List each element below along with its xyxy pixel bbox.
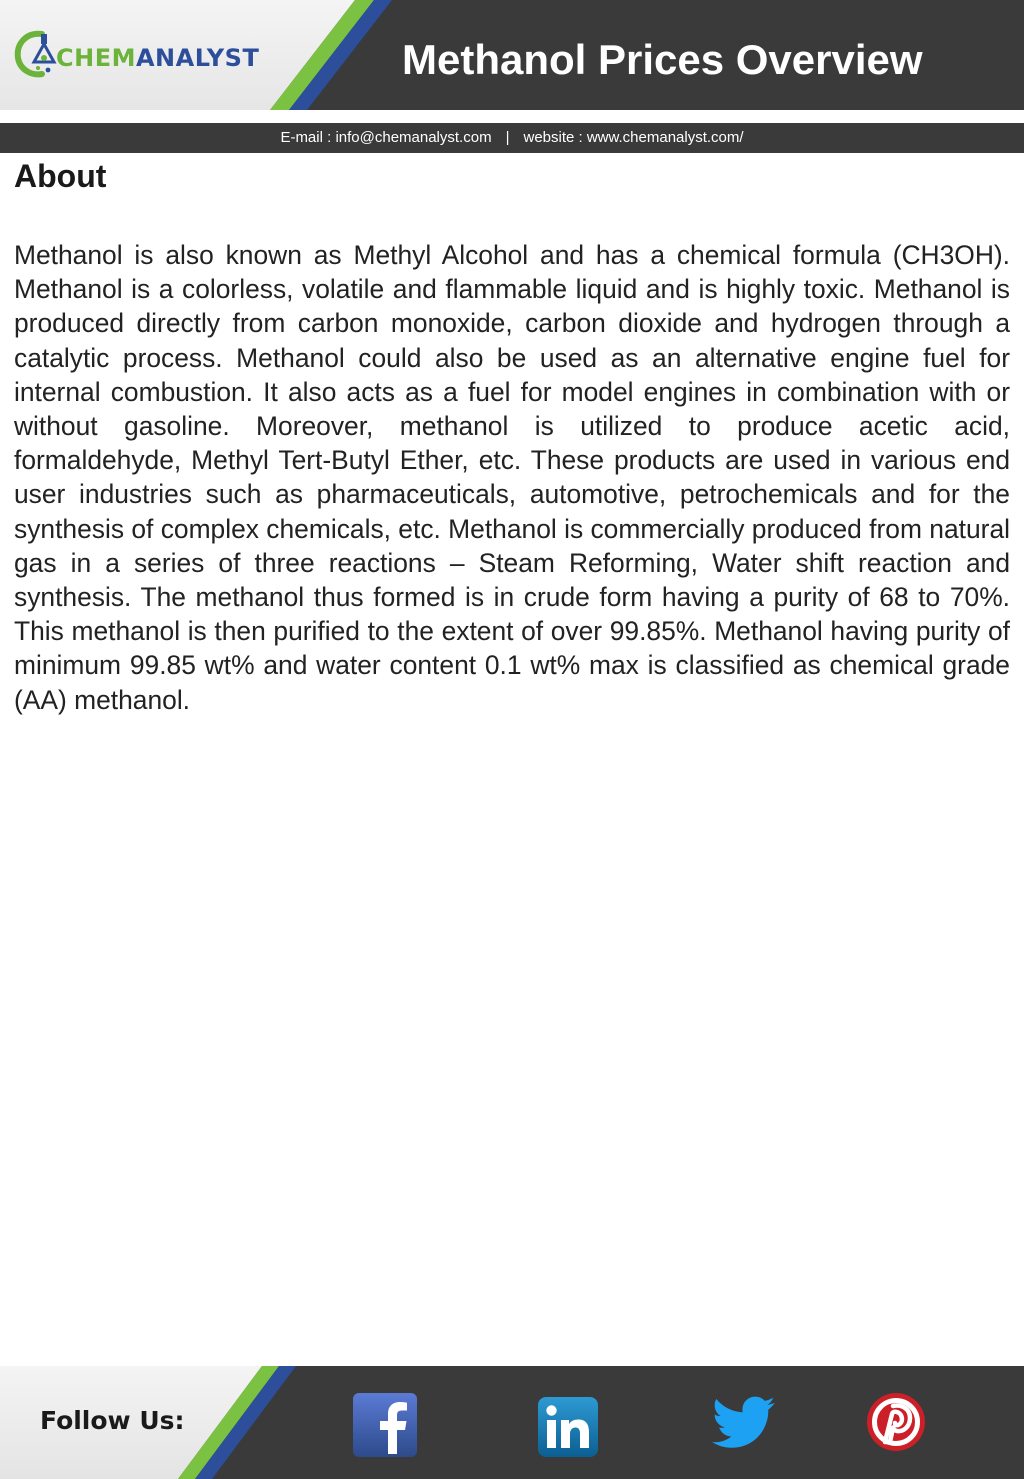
chemanalyst-logo[interactable] — [12, 24, 292, 84]
follow-us-label: Follow Us: — [40, 1406, 185, 1435]
pinterest-icon — [866, 1392, 926, 1452]
facebook-icon — [352, 1392, 418, 1458]
linkedin-link[interactable] — [537, 1396, 599, 1458]
logo-text-analyst: ANALYST — [135, 44, 260, 72]
footer-banner — [0, 1366, 1024, 1479]
contact-separator: | — [505, 129, 510, 146]
logo-text-chem: CHEM — [56, 44, 136, 72]
header-banner — [0, 0, 1024, 110]
website-link[interactable]: website : www.chemanalyst.com/ — [523, 129, 744, 146]
page-title: Methanol Prices Overview — [402, 36, 923, 83]
logo-wordmark — [56, 44, 259, 72]
about-heading: About — [14, 158, 107, 194]
contact-bar — [0, 123, 1024, 153]
about-paragraph: Methanol is also known as Methyl Alcohol and has a chemical formula (CH3OH). Methanol is a colorless, volatile and flammable liquid and is highly toxic. Methanol is produced directly from carbon monoxide, carbon dioxide and hydrogen through a catalytic process. Methanol could also be used as an alternative engine fuel for internal combustion. It also acts as a fuel for model engines in combination with or without gasoline. Moreover, methanol is utilized to produce acetic acid, formaldehyde, Methyl Tert-Butyl Ether, etc. These products are used in various end user industries such as pharmaceuticals, automotive, petrochemicals and for the synthesis of complex chemicals, etc. Methanol is commercially produced from natural gas in a series of three reactions – Steam Reforming, Water shift reaction and synthesis. The methanol thus formed is in crude form having a purity of 68 to 70%. This methanol is then purified to the extent of over 99.85%. Methanol having purity of minimum 99.85 wt% and water content 0.1 wt% max is classified as chemical grade (AA) methanol. — [14, 240, 1010, 715]
twitter-link[interactable] — [712, 1396, 776, 1450]
email-link[interactable]: E-mail : info@chemanalyst.com — [280, 129, 492, 146]
twitter-icon — [712, 1396, 776, 1450]
facebook-link[interactable] — [352, 1392, 418, 1458]
pinterest-link[interactable] — [866, 1392, 926, 1452]
linkedin-icon — [537, 1396, 599, 1458]
